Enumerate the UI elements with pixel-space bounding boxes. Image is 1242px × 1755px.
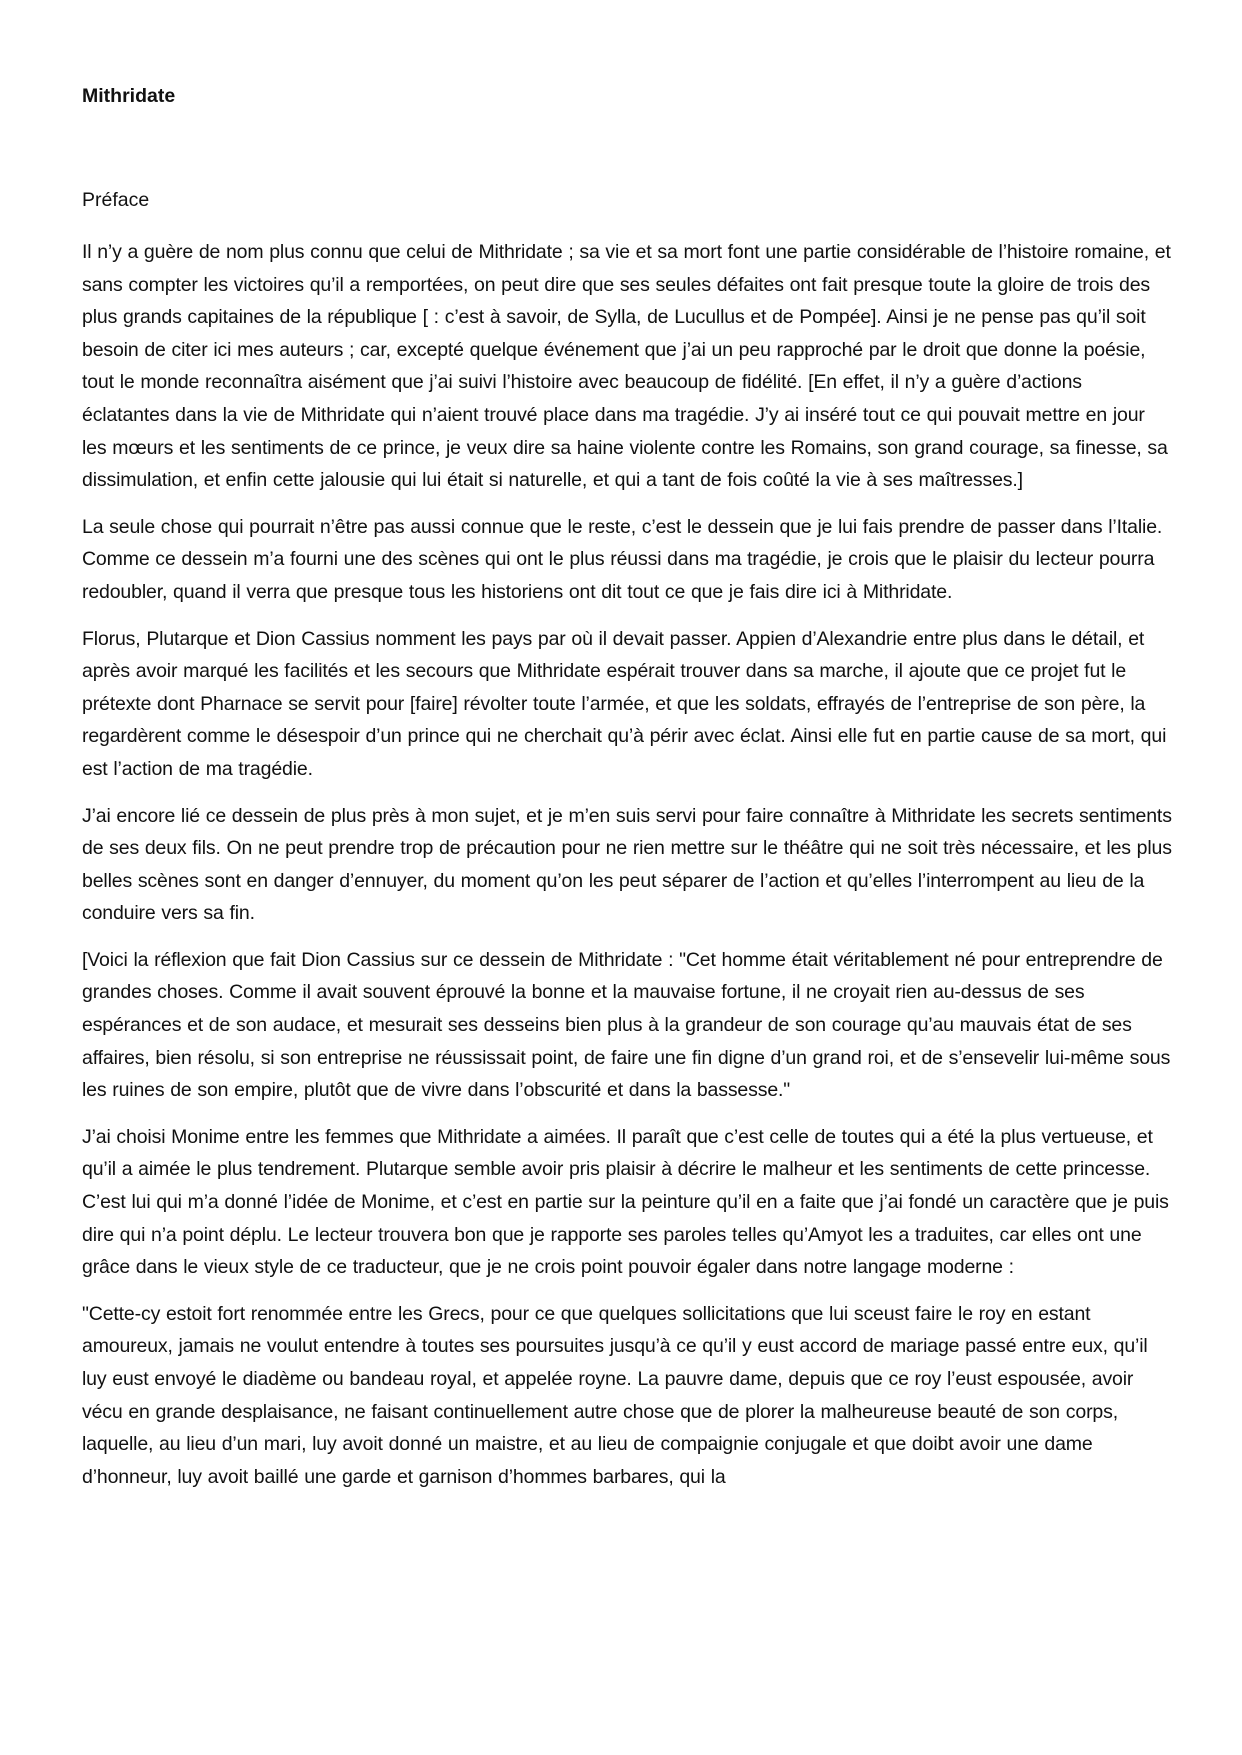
document-title: Mithridate (82, 85, 176, 107)
paragraph: La seule chose qui pourrait n’être pas aussi connue que le reste, c’est le dessein que je lui fais prendre de passer dans l’Italie. Comme ce dessein m’a fourni une des scènes qui ont le plus réussi dans ma tragédie, je crois que le plaisir du lecteur pourra redoubler, quand il verra que presque tous les historiens ont dit tout ce que je fais dire ici à Mithridate. (82, 515, 1163, 603)
paragraph: Il n’y a guère de nom plus connu que celui de Mithridate ; sa vie et sa mort font une partie considérable de l’histoire romaine, et sans compter les victoires qu’il a remportées, on peut dire que ses seules défaites ont fait presque toute la gloire de trois des plus grands capitaines de la république [ : c’est à savoir, de Sylla, de Lucullus et de Pompée]. Ainsi je ne pense pas qu’il soit besoin de citer ici mes auteurs ; car, excepté quelque événement que j’ai un peu rapproché par le droit que donne la poésie, tout le monde reconnaîtra aisément que j’ai suivi l’histoire avec beaucoup de fidélité. [En effet, il n’y a guère d’actions éclatantes dans la vie de Mithridate qui n’aient trouvé place dans ma tragédie. J’y ai inséré tout ce qui pouvait mettre en jour les mœurs et les sentiments de ce prince, je veux dire sa haine violente contre les Romains, son grand courage, sa finesse, sa dissimulation, et enfin cette jalousie qui lui était si naturelle, et qui a tant de fois coûté la vie à ses maîtresses.] (82, 241, 1171, 492)
paragraph: [Voici la réflexion que fait Dion Cassius sur ce dessein de Mithridate : "Cet homme était véritablement né pour entreprendre de grandes choses. Comme il avait souvent éprouvé la bonne et la mauvaise fortune, il ne croyait rien au-dessus de ses espérances et de son audace, et mesurait ses desseins bien plus à la grandeur de son courage qu’au mauvais état de ses affaires, bien résolu, si son entreprise ne réussissait point, de faire une fin digne d’un grand roi, et de s’ensevelir lui-même sous les ruines de son empire, plutôt que de vivre dans l’obscurité et dans la bassesse." (82, 948, 1171, 1102)
section-title: Préface (82, 189, 150, 211)
paragraph: J’ai encore lié ce dessein de plus près à mon sujet, et je m’en suis servi pour faire connaître à Mithridate les secrets sentiments de ses deux fils. On ne peut prendre trop de précaution pour ne rien mettre sur le théâtre qui ne soit très nécessaire, et les plus belles scènes sont en danger d’ennuyer, du moment qu’on les peut séparer de l’action et qu’elles l’interrompent au lieu de la conduire vers sa fin. (82, 804, 1172, 925)
document-body (82, 236, 1174, 1507)
paragraph: J’ai choisi Monime entre les femmes que Mithridate a aimées. Il paraît que c’est celle de toutes qui a été la plus vertueuse, et qu’il a aimée le plus tendrement. Plutarque semble avoir pris plaisir à décrire le malheur et les sentiments de cette princesse. C’est lui qui m’a donné l’idée de Monime, et c’est en partie sur la peinture qu’il en a faite que j’ai fondé un caractère que je puis dire qui n’a point déplu. Le lecteur trouvera bon que je rapporte ses paroles telles qu’Amyot les a traduites, car elles ont une grâce dans le vieux style de ce traducteur, que je ne crois point pouvoir égaler dans notre langage moderne : (82, 1125, 1169, 1279)
paragraph: "Cette-cy estoit fort renommée entre les Grecs, pour ce que quelques sollicitations que lui sceust faire le roy en estant amoureux, jamais ne voulut entendre à toutes ses poursuites jusqu’à ce qu’il y eust accord de mariage passé entre eux, qu’il luy eust envoyé le diadème ou bandeau royal, et appelée royne. La pauvre dame, depuis que ce roy l’eust espousée, avoir vécu en grande desplaisance, ne faisant continuellement autre chose que de plorer la malheureuse beauté de son corps, laquelle, au lieu d’un mari, luy avoit donné un maistre, et au lieu de compaignie conjugale et que doibt avoir une dame d’honneur, luy avoit baillé une garde et garnison d’hommes barbares, qui la (82, 1302, 1148, 1488)
paragraph: Florus, Plutarque et Dion Cassius nomment les pays par où il devait passer. Appien d’Alexandrie entre plus dans le détail, et après avoir marqué les facilités et les secours que Mithridate espérait trouver dans sa marche, il ajoute que ce projet fut le prétexte dont Pharnace se servit pour [faire] révolter toute l’armée, et que les soldats, effrayés de l’entreprise de son père, la regardèrent comme le désespoir d’un prince qui ne cherchait qu’à périr avec éclat. Ainsi elle fut en partie cause de sa mort, qui est l’action de ma tragédie. (82, 627, 1167, 780)
